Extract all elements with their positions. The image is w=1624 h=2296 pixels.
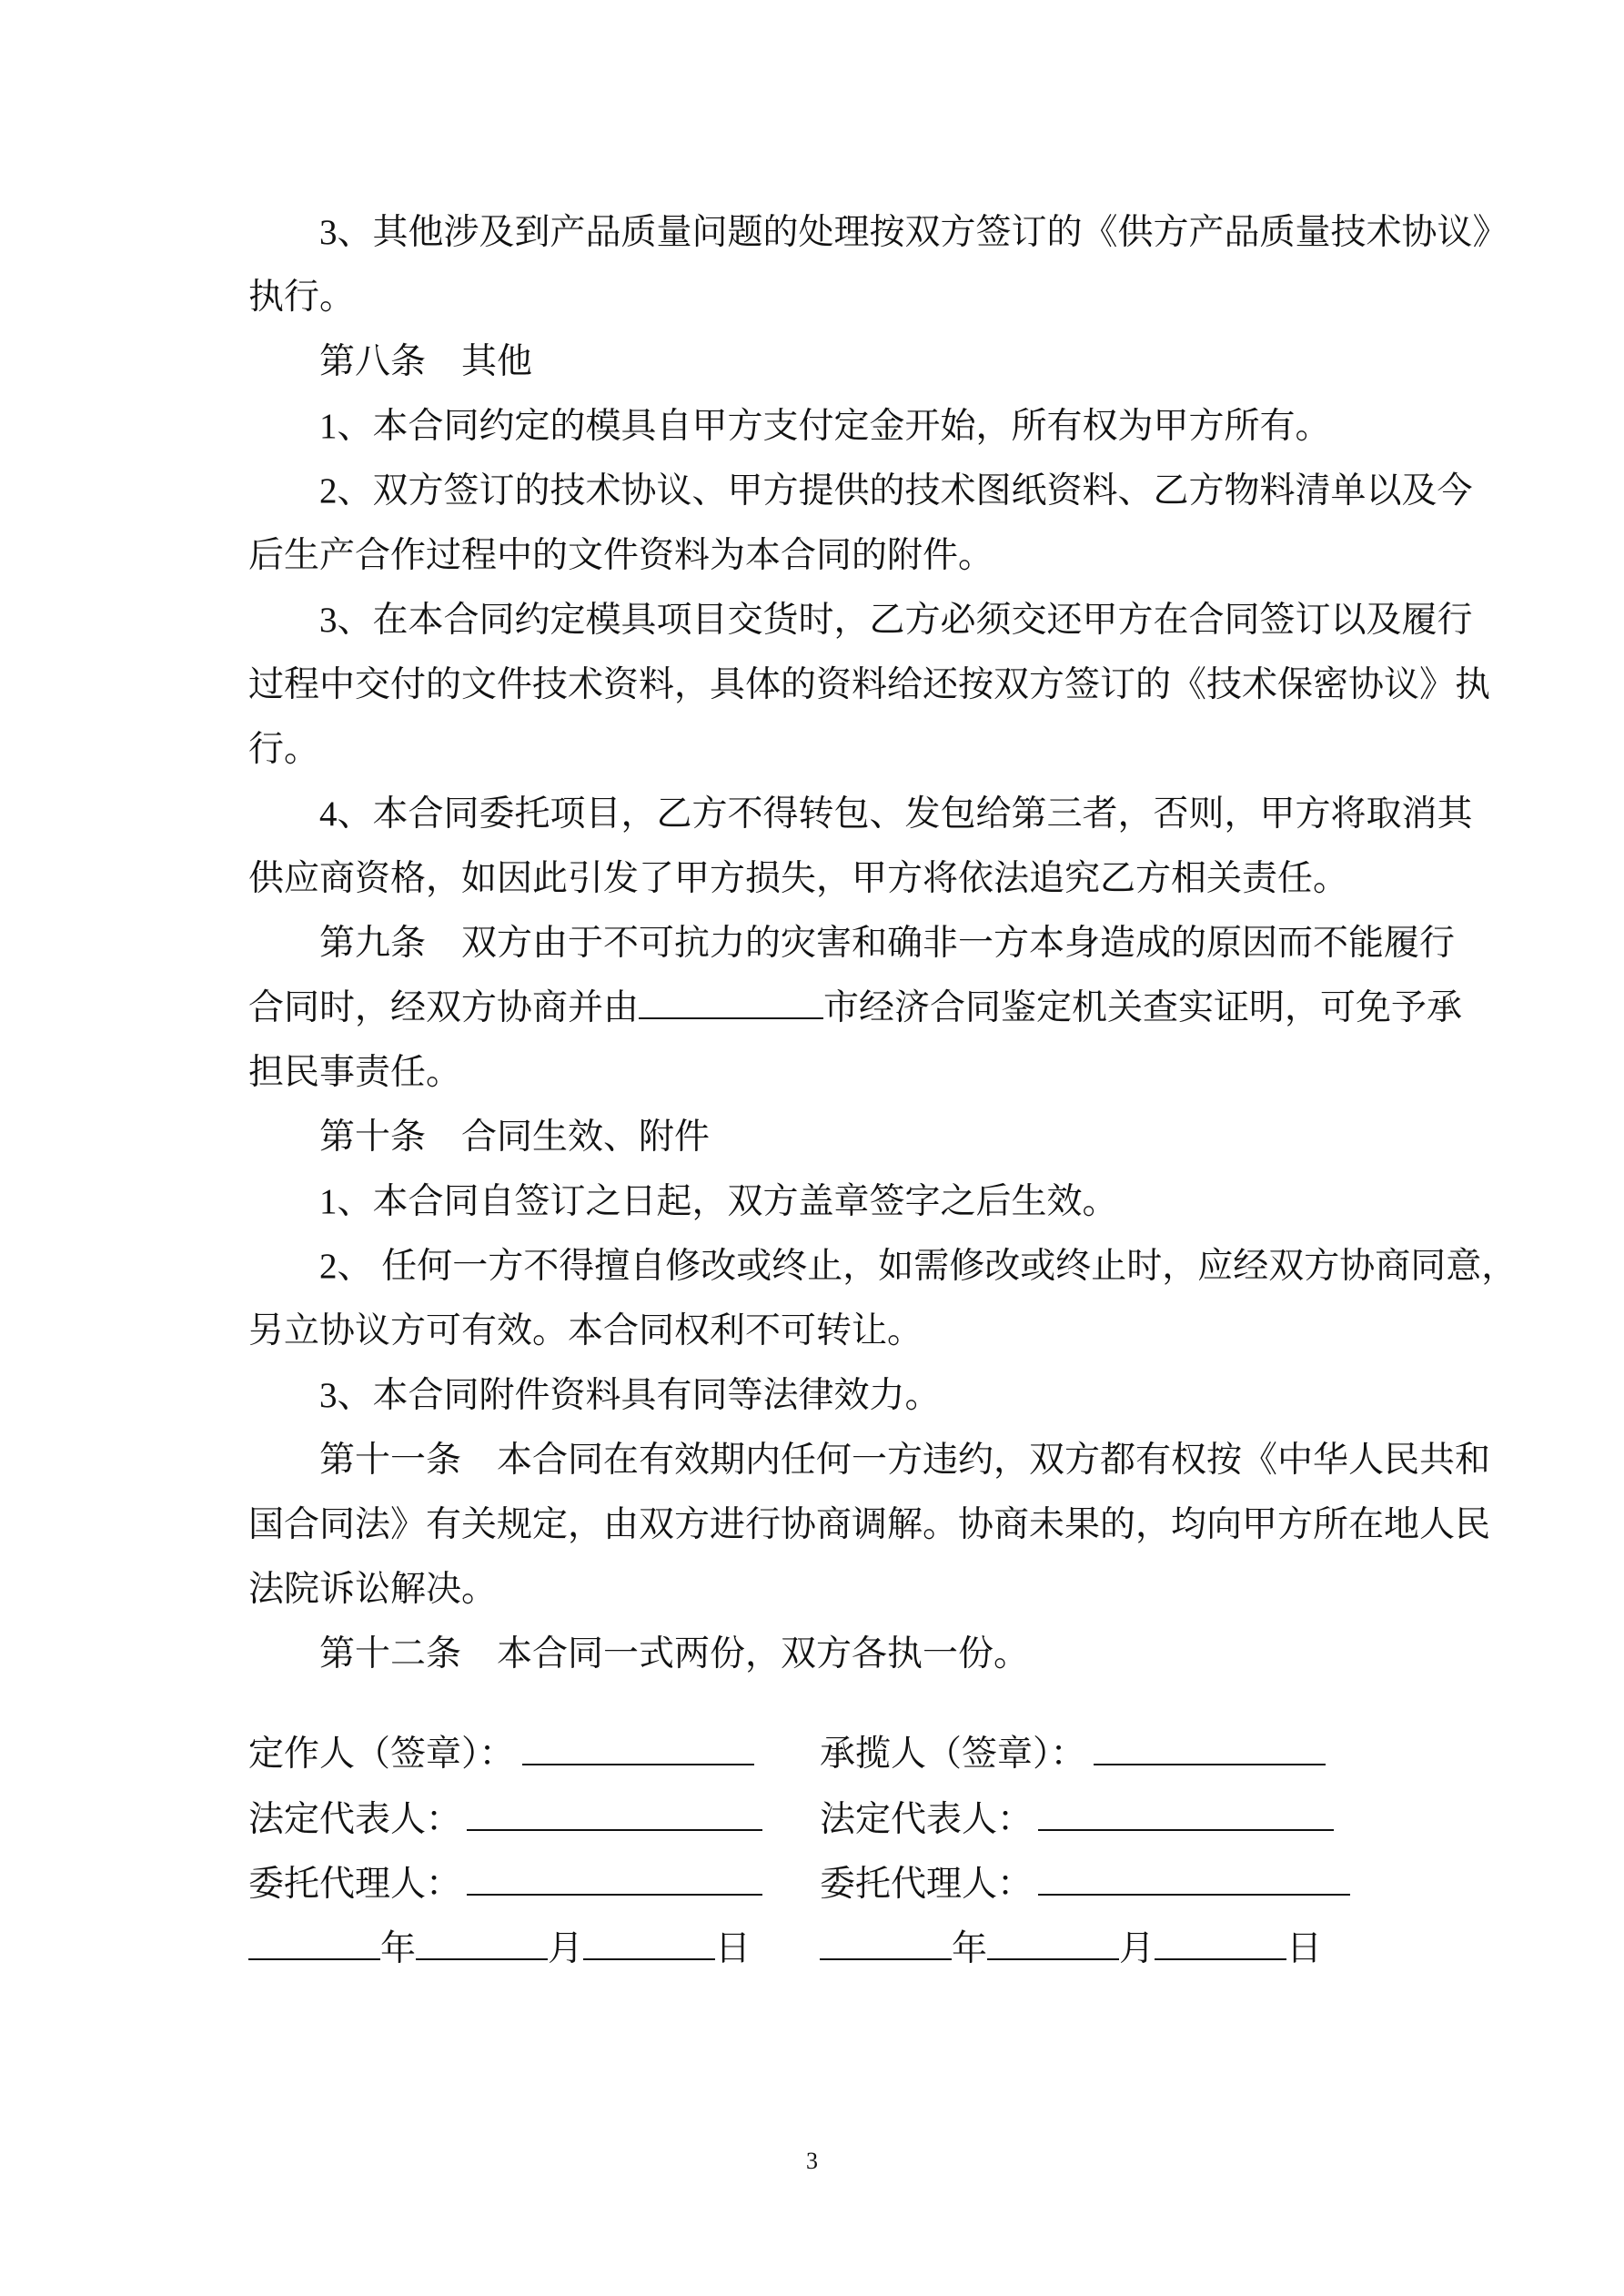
paragraph bbox=[248, 782, 1473, 911]
page-number: 3 bbox=[806, 2148, 818, 2174]
label: 委托代理人： bbox=[248, 1865, 462, 1904]
text-line: 国合同法》有关规定，由双方进行协商调解。协商未果的，均向甲方所在地人民 bbox=[248, 1505, 1491, 1544]
signature-blank bbox=[467, 1802, 762, 1831]
label: 定作人（签章）： bbox=[248, 1735, 515, 1774]
right-agent bbox=[820, 1852, 1350, 1917]
paragraph bbox=[248, 459, 1473, 588]
paragraph bbox=[248, 1428, 1491, 1622]
paragraph bbox=[248, 1105, 1387, 1169]
text-line: 第八条 其他 bbox=[319, 342, 533, 381]
paragraph bbox=[248, 911, 1463, 1105]
label: 法定代表人： bbox=[248, 1800, 462, 1839]
text-line: 过程中交付的文件技术资料，具体的资料给还按双方签订的《技术保密协议》执 bbox=[248, 665, 1491, 704]
day-label: 日 bbox=[1286, 1929, 1323, 1968]
text-line: 行。 bbox=[248, 730, 320, 769]
right-party-signature bbox=[820, 1722, 1326, 1786]
text-line: 供应商资格，如因此引发了甲方损失，甲方将依法追究乙方相关责任。 bbox=[248, 859, 1349, 898]
paragraph bbox=[248, 329, 1387, 394]
month-blank bbox=[987, 1931, 1119, 1960]
text-line: 4、本合同委托项目，乙方不得转包、发包给第三者，否则，甲方将取消其 bbox=[319, 794, 1473, 834]
day-label: 日 bbox=[715, 1929, 751, 1968]
city-blank bbox=[639, 990, 823, 1019]
month-label: 月 bbox=[1119, 1929, 1155, 1968]
left-date bbox=[248, 1917, 751, 1981]
text-segment: 市经济合同鉴定机关查实证明，可免予承 bbox=[823, 988, 1463, 1027]
year-blank bbox=[248, 1931, 380, 1960]
month-blank bbox=[416, 1931, 548, 1960]
signature-blank bbox=[1094, 1736, 1326, 1765]
text-line: 第十一条 本合同在有效期内任何一方违约，双方都有权按《中华人民共和 bbox=[319, 1441, 1491, 1480]
text-line: 2、双方签订的技术协议、甲方提供的技术图纸资料、乙方物料清单以及今 bbox=[319, 471, 1473, 511]
year-blank bbox=[820, 1931, 952, 1960]
label: 委托代理人： bbox=[820, 1865, 1034, 1904]
text-line: 第十二条 本合同一式两份，双方各执一份。 bbox=[319, 1634, 1030, 1674]
text-line bbox=[248, 976, 1463, 1040]
text-line: 担民事责任。 bbox=[248, 1053, 462, 1092]
text-line: 2、 任何一方不得擅自修改或终止，如需修改或终止时，应经双方协商同意， bbox=[319, 1247, 1518, 1286]
left-agent bbox=[248, 1852, 762, 1917]
signature-blank bbox=[1038, 1866, 1350, 1896]
text-line: 3、其他涉及到产品质量问题的处理按双方签订的《供方产品质量技术协议》 bbox=[319, 213, 1508, 252]
text-line: 3、本合同附件资料具有同等法律效力。 bbox=[319, 1376, 941, 1415]
right-legal-rep bbox=[820, 1787, 1334, 1852]
paragraph bbox=[248, 1363, 1387, 1428]
text-line: 执行。 bbox=[248, 278, 356, 317]
paragraph bbox=[248, 394, 1387, 459]
text-line: 后生产合作过程中的文件资料为本合同的附件。 bbox=[248, 536, 994, 575]
text-line: 另立协议方可有效。本合同权利不可转让。 bbox=[248, 1311, 923, 1350]
paragraph bbox=[248, 588, 1491, 782]
paragraph bbox=[248, 1169, 1387, 1234]
paragraph bbox=[248, 1622, 1387, 1686]
text-line: 1、本合同自签订之日起，双方盖章签字之后生效。 bbox=[319, 1182, 1118, 1221]
text-line: 第九条 双方由于不可抗力的灾害和确非一方本身造成的原因而不能履行 bbox=[319, 924, 1456, 963]
left-legal-rep bbox=[248, 1787, 762, 1852]
label: 法定代表人： bbox=[820, 1800, 1034, 1839]
day-blank bbox=[1155, 1931, 1286, 1960]
year-label: 年 bbox=[380, 1929, 417, 1968]
text-line: 法院诉讼解决。 bbox=[248, 1570, 498, 1609]
signature-blank bbox=[522, 1736, 754, 1765]
text-line: 3、在本合同约定模具项目交货时，乙方必须交还甲方在合同签订以及履行 bbox=[319, 601, 1473, 640]
day-blank bbox=[583, 1931, 715, 1960]
signature-blank bbox=[467, 1866, 762, 1896]
paragraph bbox=[248, 200, 1508, 329]
text-line: 第十条 合同生效、附件 bbox=[319, 1118, 711, 1157]
text-segment: 合同时，经双方协商并由 bbox=[248, 988, 640, 1027]
signature-blank bbox=[1038, 1802, 1334, 1831]
month-label: 月 bbox=[548, 1929, 584, 1968]
contract-body bbox=[248, 200, 1518, 1686]
paragraph bbox=[248, 1234, 1518, 1363]
year-label: 年 bbox=[952, 1929, 988, 1968]
text-line: 1、本合同约定的模具自甲方支付定金开始，所有权为甲方所有。 bbox=[319, 407, 1331, 446]
right-date bbox=[820, 1917, 1322, 1981]
left-party-signature bbox=[248, 1722, 754, 1786]
label: 承揽人（签章）： bbox=[820, 1735, 1086, 1774]
